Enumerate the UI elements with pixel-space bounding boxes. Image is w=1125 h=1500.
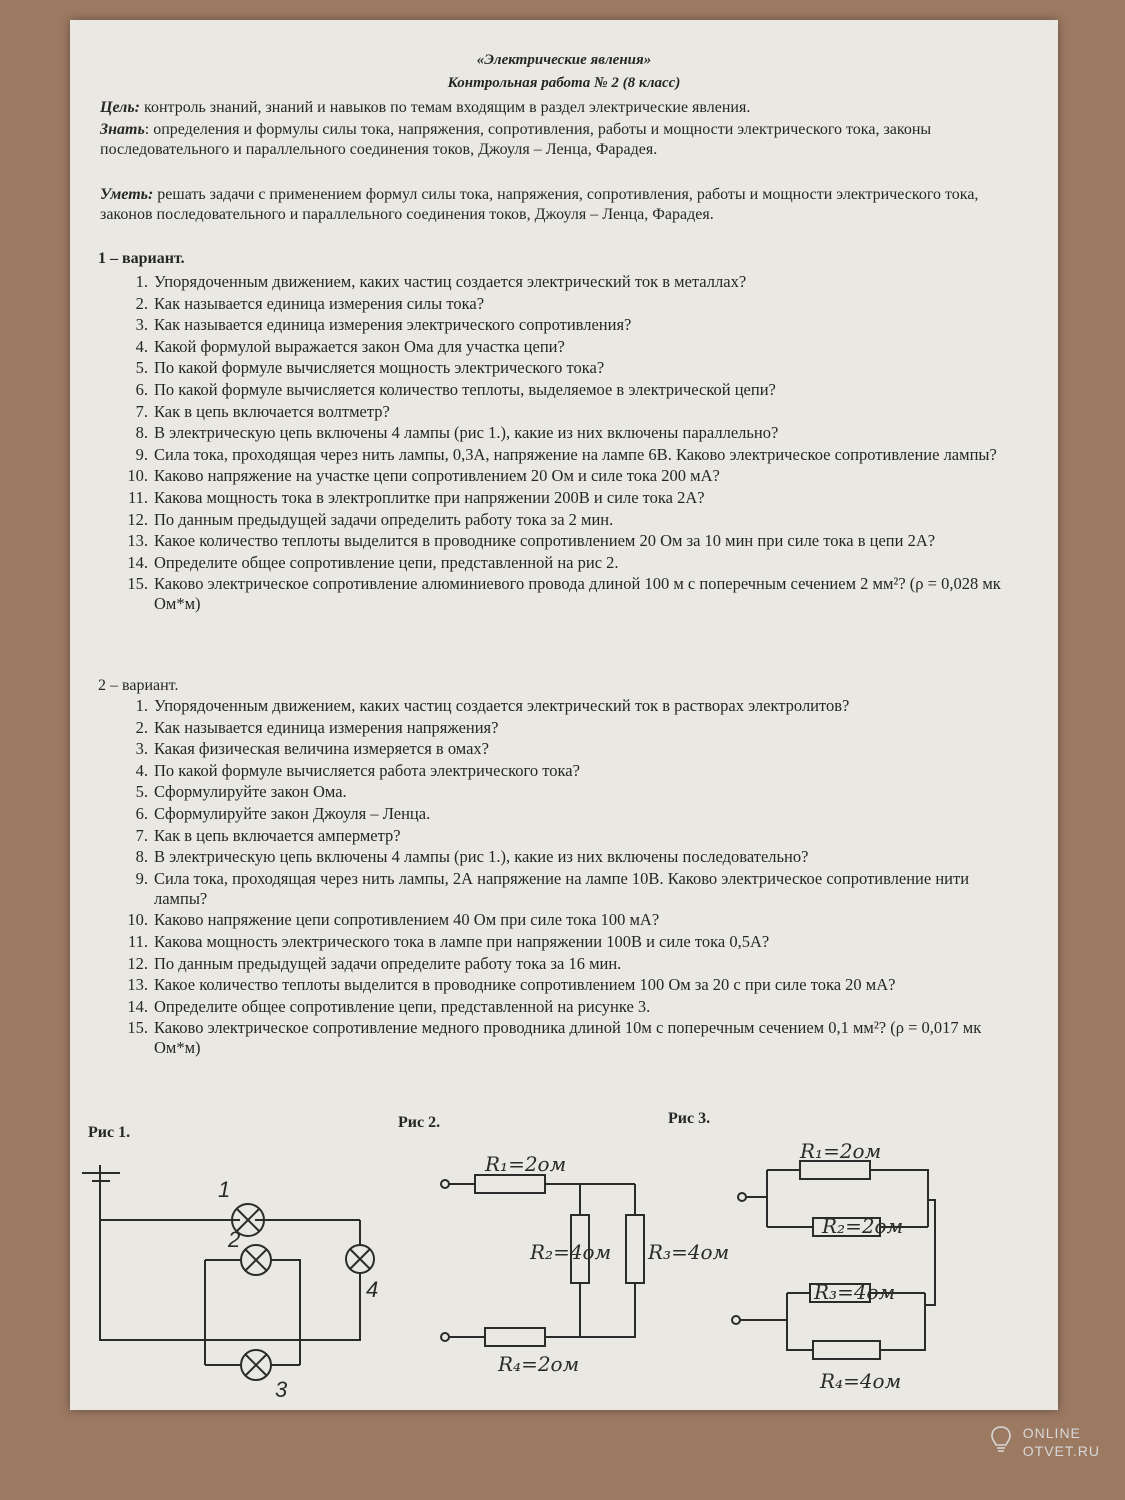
question-text: По какой формуле вычисляется мощность электрического тока?: [154, 358, 605, 378]
watermark-line-1: ONLINE: [1022, 1425, 1081, 1441]
output-terminal: [732, 1316, 740, 1324]
r3-label: R₃=4ом: [814, 1280, 896, 1304]
question-number: 9.: [135, 444, 148, 464]
r4-label: R₄=2ом: [498, 1352, 580, 1376]
question-item: [120, 553, 1020, 573]
question-number: 12.: [127, 953, 148, 973]
question-item: [120, 510, 1020, 530]
question-item: [120, 531, 1020, 551]
question-number: 10.: [127, 910, 148, 930]
question-item: [120, 804, 1020, 824]
question-text: Сила тока, проходящая через нить лампы, 2А напряжение на лампе 10В. Каково электрическое сопротивление нити лампы?: [154, 868, 970, 908]
question-item: [120, 869, 1020, 909]
question-item: [120, 761, 1020, 781]
question-number: 15.: [127, 1018, 148, 1038]
question-number: 8.: [135, 847, 148, 867]
document-subtitle: Контрольная работа № 2 (8 класс): [447, 75, 681, 91]
resistor-r4: [813, 1341, 880, 1359]
know-paragraph: [100, 120, 1030, 160]
figure-2-resistor-circuit: [430, 1135, 730, 1390]
r1-label: R₁=2ом: [485, 1152, 567, 1176]
question-text: По какой формуле вычисляется количество теплоты, выделяемое в электрической цепи?: [154, 379, 776, 399]
document-title: «Электрические явления»: [476, 52, 652, 68]
question-text: Какое количество теплоты выделится в проводнике сопротивлением 20 Ом за 10 мин при силе тока в цепи 2А?: [154, 531, 936, 551]
question-number: 7.: [135, 401, 148, 421]
question-number: 13.: [127, 975, 148, 995]
variant-1-title: 1 – вариант.: [98, 250, 185, 267]
question-text: Каково напряжение цепи сопротивлением 40 Ом при силе тока 100 мА?: [154, 910, 660, 930]
question-number: 2.: [135, 717, 148, 737]
question-text: В электрическую цепь включены 4 лампы (рис 1.), какие из них включены последовательно?: [154, 847, 809, 867]
question-number: 3.: [135, 739, 148, 759]
question-item: [120, 294, 1020, 314]
question-text: Какой формулой выражается закон Ома для участка цепи?: [154, 336, 565, 356]
question-item: [120, 315, 1020, 335]
question-item: [120, 975, 1020, 995]
question-text: Каково напряжение на участке цепи сопротивлением 20 Ом и силе тока 200 мА?: [154, 466, 720, 486]
question-number: 1.: [135, 272, 148, 291]
r3-label: R₃=4ом: [648, 1240, 730, 1264]
figure-1-label: Рис 1.: [88, 1124, 131, 1141]
r2-label: R₂=2ом: [822, 1214, 904, 1238]
skill-paragraph: [100, 185, 1030, 225]
question-item: [120, 574, 1020, 614]
question-number: 3.: [135, 315, 148, 335]
question-text: Какова мощность тока в электроплитке при напряжении 200В и силе тока 2А?: [154, 487, 705, 507]
question-number: 12.: [127, 509, 148, 529]
question-item: [120, 739, 1020, 759]
question-item: [120, 488, 1020, 508]
question-item: [120, 337, 1020, 357]
question-number: 11.: [127, 931, 148, 951]
question-item: [120, 718, 1020, 738]
document-sheet: [70, 20, 1058, 1410]
question-number: 9.: [135, 868, 148, 888]
figure-3-resistor-circuit: [710, 1130, 1010, 1400]
resistor-r4: [485, 1328, 545, 1346]
lamp-4-label: 4: [366, 1277, 379, 1302]
question-item: [120, 782, 1020, 802]
question-text: Сформулируйте закон Джоуля – Ленца.: [154, 803, 431, 823]
question-number: 11.: [127, 487, 148, 507]
question-number: 6.: [135, 803, 148, 823]
site-watermark: [990, 1424, 1100, 1460]
circuit-wire: [740, 1170, 935, 1350]
lamp-2-label: 2: [228, 1227, 241, 1252]
question-number: 8.: [135, 423, 148, 443]
question-number: 10.: [127, 466, 148, 486]
question-text: Какая физическая величина измеряется в омах?: [154, 739, 490, 759]
question-item: [120, 358, 1020, 378]
lamp-1-label: 1: [218, 1177, 231, 1202]
question-item: [120, 272, 1020, 292]
question-number: 5.: [135, 782, 148, 802]
figure-3-label: Рис 3.: [668, 1110, 711, 1127]
question-number: 15.: [127, 574, 148, 594]
question-item: [120, 1018, 1020, 1058]
question-number: 5.: [135, 358, 148, 378]
lightbulb-icon: [990, 1425, 1012, 1459]
goal-label: Цель:: [100, 99, 140, 116]
question-text: Как в цепь включается амперметр?: [154, 825, 401, 845]
question-number: 4.: [135, 336, 148, 356]
question-number: 1.: [135, 696, 148, 715]
question-text: Какова мощность электрического тока в лампе при напряжении 100В и силе тока 0,5А?: [154, 931, 770, 951]
question-text: Сила тока, проходящая через нить лампы, 0,3А, напряжение на лампе 6В. Каково электрическое сопротивление лампы?: [154, 444, 997, 464]
input-terminal: [738, 1193, 746, 1201]
figure-1-lamp-circuit: [70, 1145, 400, 1405]
question-text: Определите общее сопротивление цепи, представленной на рис 2.: [154, 552, 619, 572]
resistor-r1: [475, 1175, 545, 1193]
question-text: Как называется единица измерения силы тока?: [154, 293, 485, 313]
question-number: 2.: [135, 293, 148, 313]
question-number: 13.: [127, 531, 148, 551]
question-text: По какой формуле вычисляется работа электрического тока?: [154, 760, 580, 780]
resistor-r1: [800, 1161, 870, 1179]
r1-label: R₁=2ом: [800, 1139, 882, 1163]
question-text: Упорядоченным движением, каких частиц создается электрический ток в растворах электролитов?: [154, 696, 850, 715]
question-text: Сформулируйте закон Ома.: [154, 782, 347, 802]
r4-label: R₄=4ом: [820, 1369, 902, 1393]
variant-2-title: 2 – вариант.: [98, 677, 179, 694]
question-item: [120, 423, 1020, 443]
question-item: [120, 910, 1020, 930]
question-text: По данным предыдущей задачи определите работу тока за 16 мин.: [154, 953, 622, 973]
question-number: 7.: [135, 825, 148, 845]
question-text: Каково электрическое сопротивление медного проводника длиной 10м с поперечным сечением 0,1 мм²? (ρ = 0,017 мк Ом*м): [154, 1018, 982, 1058]
question-item: [120, 932, 1020, 952]
variant-1-question-list: [120, 272, 1020, 616]
question-item: [120, 826, 1020, 846]
question-text: Какое количество теплоты выделится в проводнике сопротивлением 100 Ом за 20 с при силе тока 20 мА?: [154, 975, 896, 995]
question-item: [120, 847, 1020, 867]
question-number: 6.: [135, 379, 148, 399]
goal-text: контроль знаний, знаний и навыков по темам входящим в раздел электрические явления.: [144, 99, 751, 116]
question-text: Как называется единица измерения напряжения?: [154, 717, 499, 737]
question-item: [120, 402, 1020, 422]
goal-paragraph: [100, 98, 1030, 118]
resistor-r3: [626, 1215, 644, 1283]
figure-2-label: Рис 2.: [398, 1114, 441, 1131]
question-text: Каково электрическое сопротивление алюминиевого провода длиной 100 м с поперечным сечением 2 мм²? (ρ = 0,028 мк Ом*м): [154, 574, 1001, 614]
question-item: [120, 445, 1020, 465]
r2-label: R₂=4ом: [530, 1240, 612, 1264]
know-label: Знать: [100, 121, 145, 138]
question-number: 4.: [135, 760, 148, 780]
output-terminal: [441, 1333, 449, 1341]
question-item: [120, 696, 1020, 716]
lamp-3-label: 3: [275, 1377, 288, 1402]
skill-text: решать задачи с применением формул силы тока, напряжения, сопротивления, работы и мощности электрического тока, законов последовательного и параллельного соединения токов, Джоуля – Ленца, Фарадея.: [100, 186, 979, 223]
question-item: [120, 997, 1020, 1017]
know-text: : определения и формулы силы тока, напряжения, сопротивления, работы и мощности электрического тока, законы последовательного и параллельного соединения токов, Джоуля – Ленца, Фарадея.: [100, 121, 932, 158]
question-text: Определите общее сопротивление цепи, представленной на рисунке 3.: [154, 996, 651, 1016]
skill-label: Уметь:: [100, 186, 154, 203]
variant-2-question-list: [120, 696, 1020, 1060]
question-item: [120, 954, 1020, 974]
question-text: Как в цепь включается волтметр?: [154, 401, 390, 421]
question-item: [120, 466, 1020, 486]
input-terminal: [441, 1180, 449, 1188]
question-text: Упорядоченным движением, каких частиц создается электрический ток в металлах?: [154, 272, 747, 291]
question-text: Как называется единица измерения электрического сопротивления?: [154, 315, 632, 335]
question-text: В электрическую цепь включены 4 лампы (рис 1.), какие из них включены параллельно?: [154, 423, 779, 443]
question-text: По данным предыдущей задачи определить работу тока за 2 мин.: [154, 509, 614, 529]
watermark-line-2: OTVET.RU: [1022, 1443, 1100, 1459]
question-number: 14.: [127, 552, 148, 572]
question-number: 14.: [127, 996, 148, 1016]
question-item: [120, 380, 1020, 400]
